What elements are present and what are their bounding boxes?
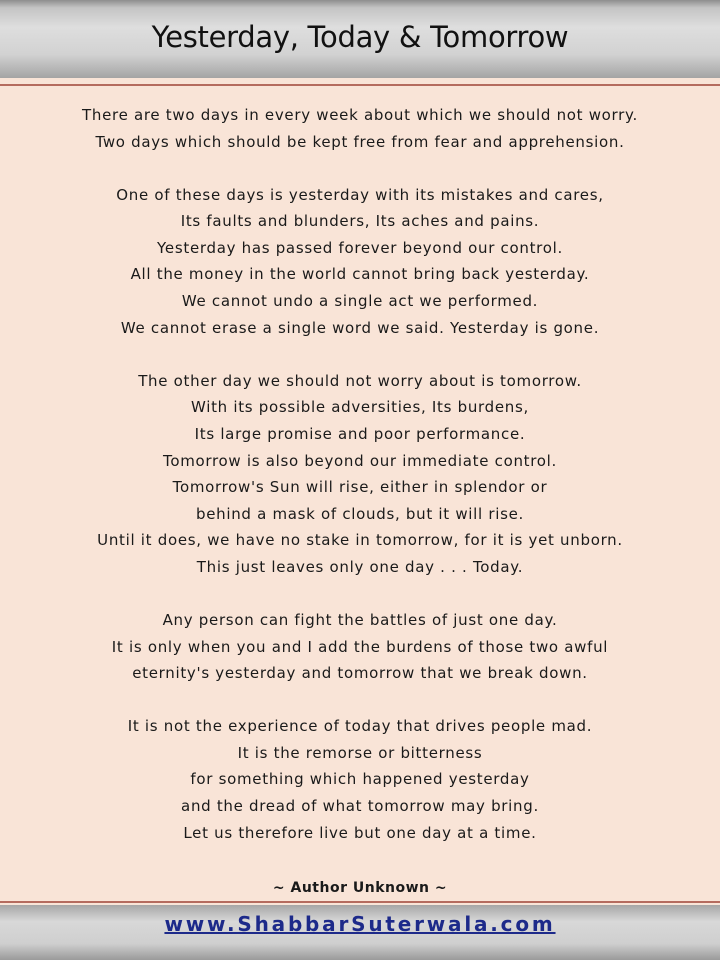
poem-line: Any person can fight the battles of just one day.	[162, 611, 558, 629]
stanza-5	[10, 713, 710, 846]
poem-line: behind a mask of clouds, but it will rise.	[195, 504, 525, 523]
poem-line: Let us therefore live but one day at a time.	[183, 823, 537, 842]
poem-line: We cannot erase a single word we said. Yesterday is gone.	[120, 318, 600, 337]
poem-line: Its large promise and poor performance.	[194, 424, 526, 443]
poem-body	[10, 102, 710, 873]
stanza-3	[10, 368, 710, 581]
poem-line: There are two days in every week about which we should not worry.	[82, 106, 638, 124]
poem-line: It is only when you and I add the burdens of those two awful	[111, 637, 609, 656]
poem-line: All the money in the world cannot bring back yesterday.	[130, 265, 590, 284]
poem-line: This just leaves only one day . . . Today.	[196, 557, 524, 576]
poem-line: Yesterday has passed forever beyond our control.	[157, 238, 563, 257]
stanza-4	[10, 607, 710, 687]
poem-line: eternity's yesterday and tomorrow that we break down.	[132, 664, 588, 683]
poem-line: Two days which should be kept free from fear and apprehension.	[95, 132, 625, 151]
stanza-1	[10, 102, 710, 155]
website-link[interactable]: www.ShabbarSuterwala.com	[164, 912, 556, 936]
poem-line: and the dread of what tomorrow may bring.	[181, 797, 539, 816]
poem-line: The other day we should not worry about is tomorrow.	[138, 371, 582, 390]
poem-line: Tomorrow's Sun will rise, either in splendor or	[172, 478, 548, 497]
page-title: Yesterday, Today & Tomorrow	[151, 20, 569, 54]
poem-line: We cannot undo a single act we performed.	[181, 292, 539, 311]
poem-line: It is not the experience of today that drives people mad.	[127, 717, 593, 736]
stanza-2	[10, 182, 710, 342]
poem-line: for something which happened yesterday	[190, 770, 530, 789]
poem-line: With its possible adversities, Its burdens,	[191, 398, 529, 417]
poem-line: Tomorrow is also beyond our immediate control.	[163, 451, 557, 470]
poem-line: It is the remorse or bitterness	[237, 743, 483, 762]
poem-line: One of these days is yesterday with its mistakes and cares,	[116, 185, 604, 204]
footer	[0, 908, 720, 940]
poem-line: Until it does, we have no stake in tomorrow, for it is yet unborn.	[97, 531, 623, 550]
header-divider	[0, 84, 720, 86]
footer-divider	[0, 901, 720, 903]
author-credit: ~ Author Unknown ~	[272, 880, 448, 896]
poem-line: Its faults and blunders, Its aches and pains.	[180, 212, 540, 231]
